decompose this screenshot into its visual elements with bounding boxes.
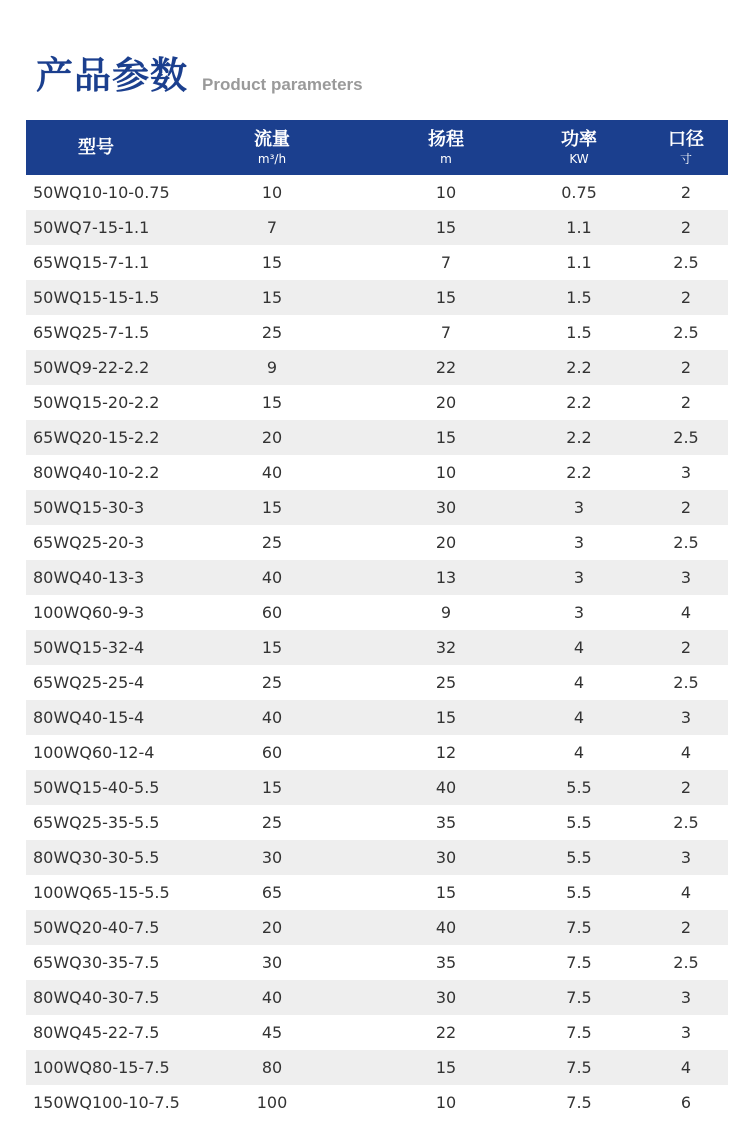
table-row bbox=[26, 595, 728, 630]
cell-power: 5.5 bbox=[566, 848, 592, 867]
cell-model: 50WQ15-20-2.2 bbox=[33, 393, 160, 412]
cell-model: 80WQ40-10-2.2 bbox=[33, 463, 160, 482]
column-unit: KW bbox=[569, 151, 589, 166]
cell-flow: 15 bbox=[261, 638, 283, 657]
cell-head: 9 bbox=[440, 603, 452, 622]
cell-flow: 40 bbox=[261, 568, 283, 587]
table-row bbox=[26, 280, 728, 315]
cell-flow: 25 bbox=[261, 673, 283, 692]
table-row bbox=[26, 455, 728, 490]
table-row bbox=[26, 1050, 728, 1085]
column-unit: m³/h bbox=[257, 151, 287, 166]
cell-head: 20 bbox=[435, 393, 457, 412]
cell-caliber: 2 bbox=[680, 638, 692, 657]
cell-caliber: 3 bbox=[680, 988, 692, 1007]
cell-caliber: 2.5 bbox=[673, 428, 699, 447]
cell-caliber: 2.5 bbox=[673, 253, 699, 272]
column-label: 口径 bbox=[668, 128, 704, 150]
cell-model: 80WQ30-30-5.5 bbox=[33, 848, 160, 867]
cell-flow: 40 bbox=[261, 708, 283, 727]
cell-power: 2.2 bbox=[566, 358, 592, 377]
cell-power: 4 bbox=[573, 708, 585, 727]
parameters-table bbox=[26, 120, 728, 1120]
cell-power: 1.1 bbox=[566, 218, 592, 237]
cell-power: 7.5 bbox=[566, 1058, 592, 1077]
cell-caliber: 3 bbox=[680, 568, 692, 587]
table-row bbox=[26, 560, 728, 595]
cell-head: 20 bbox=[435, 533, 457, 552]
cell-caliber: 4 bbox=[680, 883, 692, 902]
cell-flow: 25 bbox=[261, 813, 283, 832]
cell-power: 0.75 bbox=[561, 183, 597, 202]
cell-flow: 80 bbox=[261, 1058, 283, 1077]
cell-head: 13 bbox=[435, 568, 457, 587]
cell-flow: 40 bbox=[261, 463, 283, 482]
cell-flow: 20 bbox=[261, 428, 283, 447]
cell-caliber: 3 bbox=[680, 848, 692, 867]
cell-caliber: 2 bbox=[680, 498, 692, 517]
cell-caliber: 3 bbox=[680, 708, 692, 727]
cell-model: 100WQ65-15-5.5 bbox=[33, 883, 170, 902]
cell-caliber: 2.5 bbox=[673, 953, 699, 972]
cell-model: 50WQ20-40-7.5 bbox=[33, 918, 160, 937]
table-row bbox=[26, 735, 728, 770]
cell-power: 3 bbox=[573, 603, 585, 622]
table-row bbox=[26, 665, 728, 700]
cell-power: 7.5 bbox=[566, 918, 592, 937]
column-unit: 寸 bbox=[679, 151, 692, 166]
cell-caliber: 2.5 bbox=[673, 533, 699, 552]
cell-flow: 25 bbox=[261, 533, 283, 552]
cell-power: 2.2 bbox=[566, 463, 592, 482]
cell-power: 3 bbox=[573, 533, 585, 552]
table-row bbox=[26, 175, 728, 210]
cell-flow: 30 bbox=[261, 848, 283, 867]
table-row bbox=[26, 490, 728, 525]
cell-flow: 60 bbox=[261, 743, 283, 762]
table-row bbox=[26, 630, 728, 665]
table-row bbox=[26, 315, 728, 350]
cell-flow: 20 bbox=[261, 918, 283, 937]
cell-flow: 15 bbox=[261, 498, 283, 517]
table-row bbox=[26, 245, 728, 280]
table-row bbox=[26, 1085, 728, 1120]
cell-model: 65WQ25-35-5.5 bbox=[33, 813, 160, 832]
cell-power: 4 bbox=[573, 638, 585, 657]
cell-flow: 30 bbox=[261, 953, 283, 972]
table-row bbox=[26, 350, 728, 385]
cell-model: 50WQ15-32-4 bbox=[33, 638, 145, 657]
table-row bbox=[26, 840, 728, 875]
cell-power: 5.5 bbox=[566, 813, 592, 832]
table-body bbox=[26, 175, 728, 1120]
cell-caliber: 2.5 bbox=[673, 813, 699, 832]
page-header bbox=[36, 52, 363, 100]
page-title: 产品参数 bbox=[36, 54, 188, 97]
cell-model: 65WQ15-7-1.1 bbox=[33, 253, 150, 272]
cell-flow: 40 bbox=[261, 988, 283, 1007]
cell-head: 35 bbox=[435, 813, 457, 832]
cell-model: 50WQ10-10-0.75 bbox=[33, 183, 170, 202]
cell-power: 1.1 bbox=[566, 253, 592, 272]
cell-caliber: 4 bbox=[680, 743, 692, 762]
cell-model: 80WQ40-30-7.5 bbox=[33, 988, 160, 1007]
cell-head: 7 bbox=[440, 253, 452, 272]
table-row bbox=[26, 525, 728, 560]
cell-model: 50WQ15-15-1.5 bbox=[33, 288, 160, 307]
column-header-caliber bbox=[644, 120, 728, 175]
cell-head: 15 bbox=[435, 883, 457, 902]
table-row bbox=[26, 945, 728, 980]
cell-flow: 25 bbox=[261, 323, 283, 342]
table-row bbox=[26, 770, 728, 805]
cell-model: 50WQ7-15-1.1 bbox=[33, 218, 150, 237]
table-row bbox=[26, 700, 728, 735]
cell-head: 30 bbox=[435, 498, 457, 517]
cell-model: 150WQ100-10-7.5 bbox=[33, 1093, 180, 1112]
cell-head: 12 bbox=[435, 743, 457, 762]
cell-model: 80WQ40-15-4 bbox=[33, 708, 145, 727]
cell-caliber: 3 bbox=[680, 1023, 692, 1042]
table-row bbox=[26, 1015, 728, 1050]
column-unit: m bbox=[440, 151, 452, 166]
cell-power: 2.2 bbox=[566, 393, 592, 412]
cell-flow: 15 bbox=[261, 288, 283, 307]
cell-model: 100WQ60-9-3 bbox=[33, 603, 145, 622]
cell-power: 4 bbox=[573, 743, 585, 762]
cell-head: 40 bbox=[435, 918, 457, 937]
cell-flow: 15 bbox=[261, 393, 283, 412]
cell-flow: 15 bbox=[261, 778, 283, 797]
cell-head: 10 bbox=[435, 463, 457, 482]
cell-flow: 100 bbox=[256, 1093, 288, 1112]
cell-power: 3 bbox=[573, 498, 585, 517]
cell-caliber: 2 bbox=[680, 918, 692, 937]
cell-flow: 10 bbox=[261, 183, 283, 202]
cell-head: 30 bbox=[435, 988, 457, 1007]
cell-power: 7.5 bbox=[566, 953, 592, 972]
cell-caliber: 4 bbox=[680, 1058, 692, 1077]
cell-power: 1.5 bbox=[566, 323, 592, 342]
cell-power: 5.5 bbox=[566, 883, 592, 902]
cell-power: 4 bbox=[573, 673, 585, 692]
cell-head: 22 bbox=[435, 358, 457, 377]
cell-flow: 9 bbox=[266, 358, 278, 377]
cell-model: 65WQ20-15-2.2 bbox=[33, 428, 160, 447]
cell-model: 50WQ15-40-5.5 bbox=[33, 778, 160, 797]
cell-flow: 65 bbox=[261, 883, 283, 902]
page-subtitle: Product parameters bbox=[202, 75, 363, 94]
table-row bbox=[26, 910, 728, 945]
cell-head: 35 bbox=[435, 953, 457, 972]
cell-power: 5.5 bbox=[566, 778, 592, 797]
cell-model: 50WQ15-30-3 bbox=[33, 498, 145, 517]
cell-head: 10 bbox=[435, 183, 457, 202]
cell-caliber: 2 bbox=[680, 288, 692, 307]
cell-flow: 60 bbox=[261, 603, 283, 622]
cell-caliber: 2.5 bbox=[673, 323, 699, 342]
table-row bbox=[26, 805, 728, 840]
column-label: 功率 bbox=[561, 128, 597, 150]
cell-power: 3 bbox=[573, 568, 585, 587]
cell-head: 15 bbox=[435, 218, 457, 237]
column-header-model bbox=[26, 120, 166, 175]
cell-flow: 45 bbox=[261, 1023, 283, 1042]
cell-head: 40 bbox=[435, 778, 457, 797]
cell-head: 10 bbox=[435, 1093, 457, 1112]
column-header-power bbox=[514, 120, 644, 175]
table-header bbox=[26, 120, 728, 175]
cell-flow: 7 bbox=[266, 218, 278, 237]
cell-head: 25 bbox=[435, 673, 457, 692]
cell-model: 80WQ45-22-7.5 bbox=[33, 1023, 160, 1042]
table-row bbox=[26, 875, 728, 910]
cell-caliber: 3 bbox=[680, 463, 692, 482]
cell-model: 80WQ40-13-3 bbox=[33, 568, 145, 587]
cell-model: 65WQ25-7-1.5 bbox=[33, 323, 150, 342]
cell-flow: 15 bbox=[261, 253, 283, 272]
cell-power: 7.5 bbox=[566, 1023, 592, 1042]
cell-power: 2.2 bbox=[566, 428, 592, 447]
cell-model: 50WQ9-22-2.2 bbox=[33, 358, 150, 377]
cell-head: 15 bbox=[435, 288, 457, 307]
table-row bbox=[26, 385, 728, 420]
cell-power: 7.5 bbox=[566, 1093, 592, 1112]
cell-caliber: 2 bbox=[680, 358, 692, 377]
cell-caliber: 6 bbox=[680, 1093, 692, 1112]
cell-head: 22 bbox=[435, 1023, 457, 1042]
cell-power: 7.5 bbox=[566, 988, 592, 1007]
cell-model: 65WQ30-35-7.5 bbox=[33, 953, 160, 972]
cell-caliber: 4 bbox=[680, 603, 692, 622]
column-label: 型号 bbox=[78, 136, 114, 158]
column-label: 扬程 bbox=[428, 128, 464, 150]
cell-caliber: 2 bbox=[680, 183, 692, 202]
column-header-head bbox=[378, 120, 514, 175]
table-row bbox=[26, 420, 728, 455]
cell-power: 1.5 bbox=[566, 288, 592, 307]
cell-head: 7 bbox=[440, 323, 452, 342]
cell-caliber: 2 bbox=[680, 218, 692, 237]
cell-head: 15 bbox=[435, 708, 457, 727]
cell-model: 100WQ60-12-4 bbox=[33, 743, 155, 762]
column-label: 流量 bbox=[254, 128, 290, 150]
cell-head: 32 bbox=[435, 638, 457, 657]
column-header-flow bbox=[166, 120, 378, 175]
table-row bbox=[26, 980, 728, 1015]
cell-model: 65WQ25-25-4 bbox=[33, 673, 145, 692]
cell-head: 30 bbox=[435, 848, 457, 867]
cell-head: 15 bbox=[435, 1058, 457, 1077]
cell-caliber: 2.5 bbox=[673, 673, 699, 692]
cell-caliber: 2 bbox=[680, 778, 692, 797]
table-row bbox=[26, 210, 728, 245]
cell-caliber: 2 bbox=[680, 393, 692, 412]
cell-model: 100WQ80-15-7.5 bbox=[33, 1058, 170, 1077]
cell-model: 65WQ25-20-3 bbox=[33, 533, 145, 552]
cell-head: 15 bbox=[435, 428, 457, 447]
